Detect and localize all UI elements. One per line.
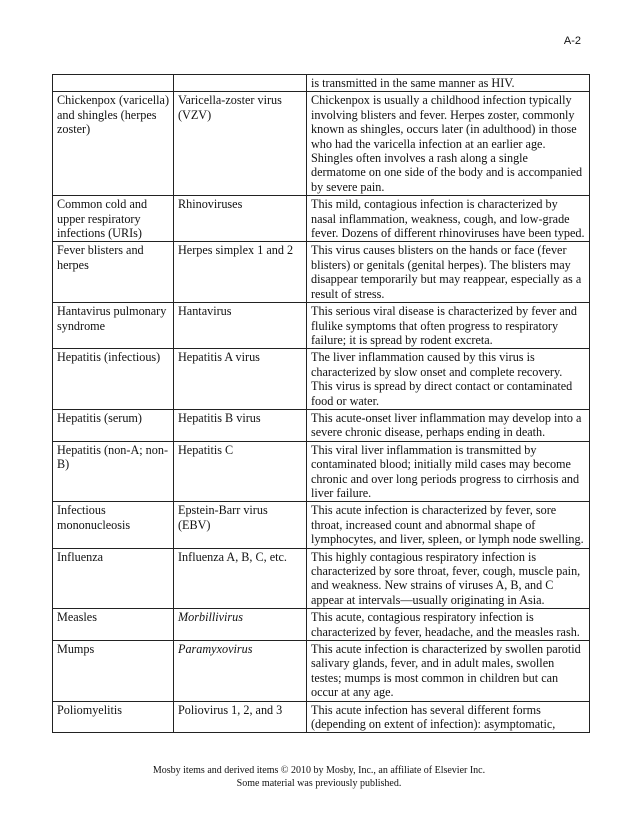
table-row [53,609,590,641]
disease-cell: Hepatitis (non-A; non-B) [53,441,174,502]
disease-cell: Poliomyelitis [53,701,174,733]
table-row [53,92,590,196]
table-row [53,548,590,609]
disease-table [52,74,590,733]
table-row [53,196,590,242]
agent-cell: Hepatitis C [174,441,307,502]
agent-cell: Epstein-Barr virus (EBV) [174,502,307,548]
disease-cell: Influenza [53,548,174,609]
agent-cell: Paramyxovirus [174,641,307,702]
agent-cell: Morbillivirus [174,609,307,641]
table-row [53,349,590,410]
disease-cell: Fever blisters and herpes [53,242,174,303]
table-row [53,701,590,733]
disease-cell: Infectious mononucleosis [53,502,174,548]
agent-cell: Varicella-zoster virus (VZV) [174,92,307,196]
description-cell: The liver inflammation caused by this virus is characterized by slow onset and complete recovery. This virus is spread by direct contact or contaminated food or water. [307,349,590,410]
table-row [53,502,590,548]
disease-cell: Hepatitis (serum) [53,409,174,441]
agent-cell [174,75,307,92]
disease-cell: Mumps [53,641,174,702]
description-cell: This acute-onset liver inflammation may develop into a severe chronic disease, perhaps ending in death. [307,409,590,441]
table-body [53,75,590,733]
disease-cell: Hantavirus pulmonary syndrome [53,303,174,349]
agent-cell: Rhinoviruses [174,196,307,242]
agent-cell: Herpes simplex 1 and 2 [174,242,307,303]
disease-cell: Measles [53,609,174,641]
description-cell: This virus causes blisters on the hands or face (fever blisters) or genitals (genital herpes). The blisters may disappear temporarily but may reappear, especially as a result of stress. [307,242,590,303]
table-row [53,242,590,303]
description-cell: This acute infection is characterized by fever, sore throat, increased count and abnormal shape of lymphocytes, and liver, spleen, or lymph node swelling. [307,502,590,548]
description-cell: This acute, contagious respiratory infection is characterized by fever, headache, and the measles rash. [307,609,590,641]
description-cell: This acute infection is characterized by swollen parotid salivary glands, fever, and in adult males, swollen testes; mumps is most common in children but can occur at any age. [307,641,590,702]
agent-cell: Influenza A, B, C, etc. [174,548,307,609]
disease-cell [53,75,174,92]
table-row [53,641,590,702]
table-row [53,303,590,349]
footer-copyright: Mosby items and derived items © 2010 by Mosby, Inc., an affiliate of Elsevier Inc. [152,765,486,776]
table-row [53,441,590,502]
disease-cell: Common cold and upper respiratory infections (URIs) [53,196,174,242]
agent-cell: Poliovirus 1, 2, and 3 [174,701,307,733]
table-row [53,75,590,92]
table-row [53,409,590,441]
description-cell: This mild, contagious infection is characterized by nasal inflammation, weakness, cough, and low-grade fever. Dozens of different rhinoviruses have been typed. [307,196,590,242]
page-number: A-2 [563,35,581,47]
description-cell: This highly contagious respiratory infection is characterized by sore throat, fever, cough, muscle pain, and weakness. New strains of viruses A, B, and C appear at intervals—usually originating in Asia. [307,548,590,609]
footer-note: Some material was previously published. [236,778,402,789]
agent-cell: Hepatitis A virus [174,349,307,410]
agent-cell: Hepatitis B virus [174,409,307,441]
agent-cell: Hantavirus [174,303,307,349]
disease-cell: Hepatitis (infectious) [53,349,174,410]
description-cell: This viral liver inflammation is transmitted by contaminated blood; initially mild cases may become chronic and over long periods progress to cirrhosis and liver failure. [307,441,590,502]
description-cell: Chickenpox is usually a childhood infection typically involving blisters and fever. Herpes zoster, commonly known as shingles, occurs later (in adulthood) in those who had the varicella infection at an earlier age. Shingles often involves a rash along a single dermatome on one side of the body and is accompanied by severe pain. [307,92,590,196]
footer [0,764,638,790]
description-cell: This serious viral disease is characterized by fever and flulike symptoms that often progress to respiratory failure; it is spread by rodent excreta. [307,303,590,349]
description-cell: is transmitted in the same manner as HIV. [307,75,590,92]
disease-cell: Chickenpox (varicella) and shingles (herpes zoster) [53,92,174,196]
description-cell: This acute infection has several different forms (depending on extent of infection): asymptomatic, [307,701,590,733]
